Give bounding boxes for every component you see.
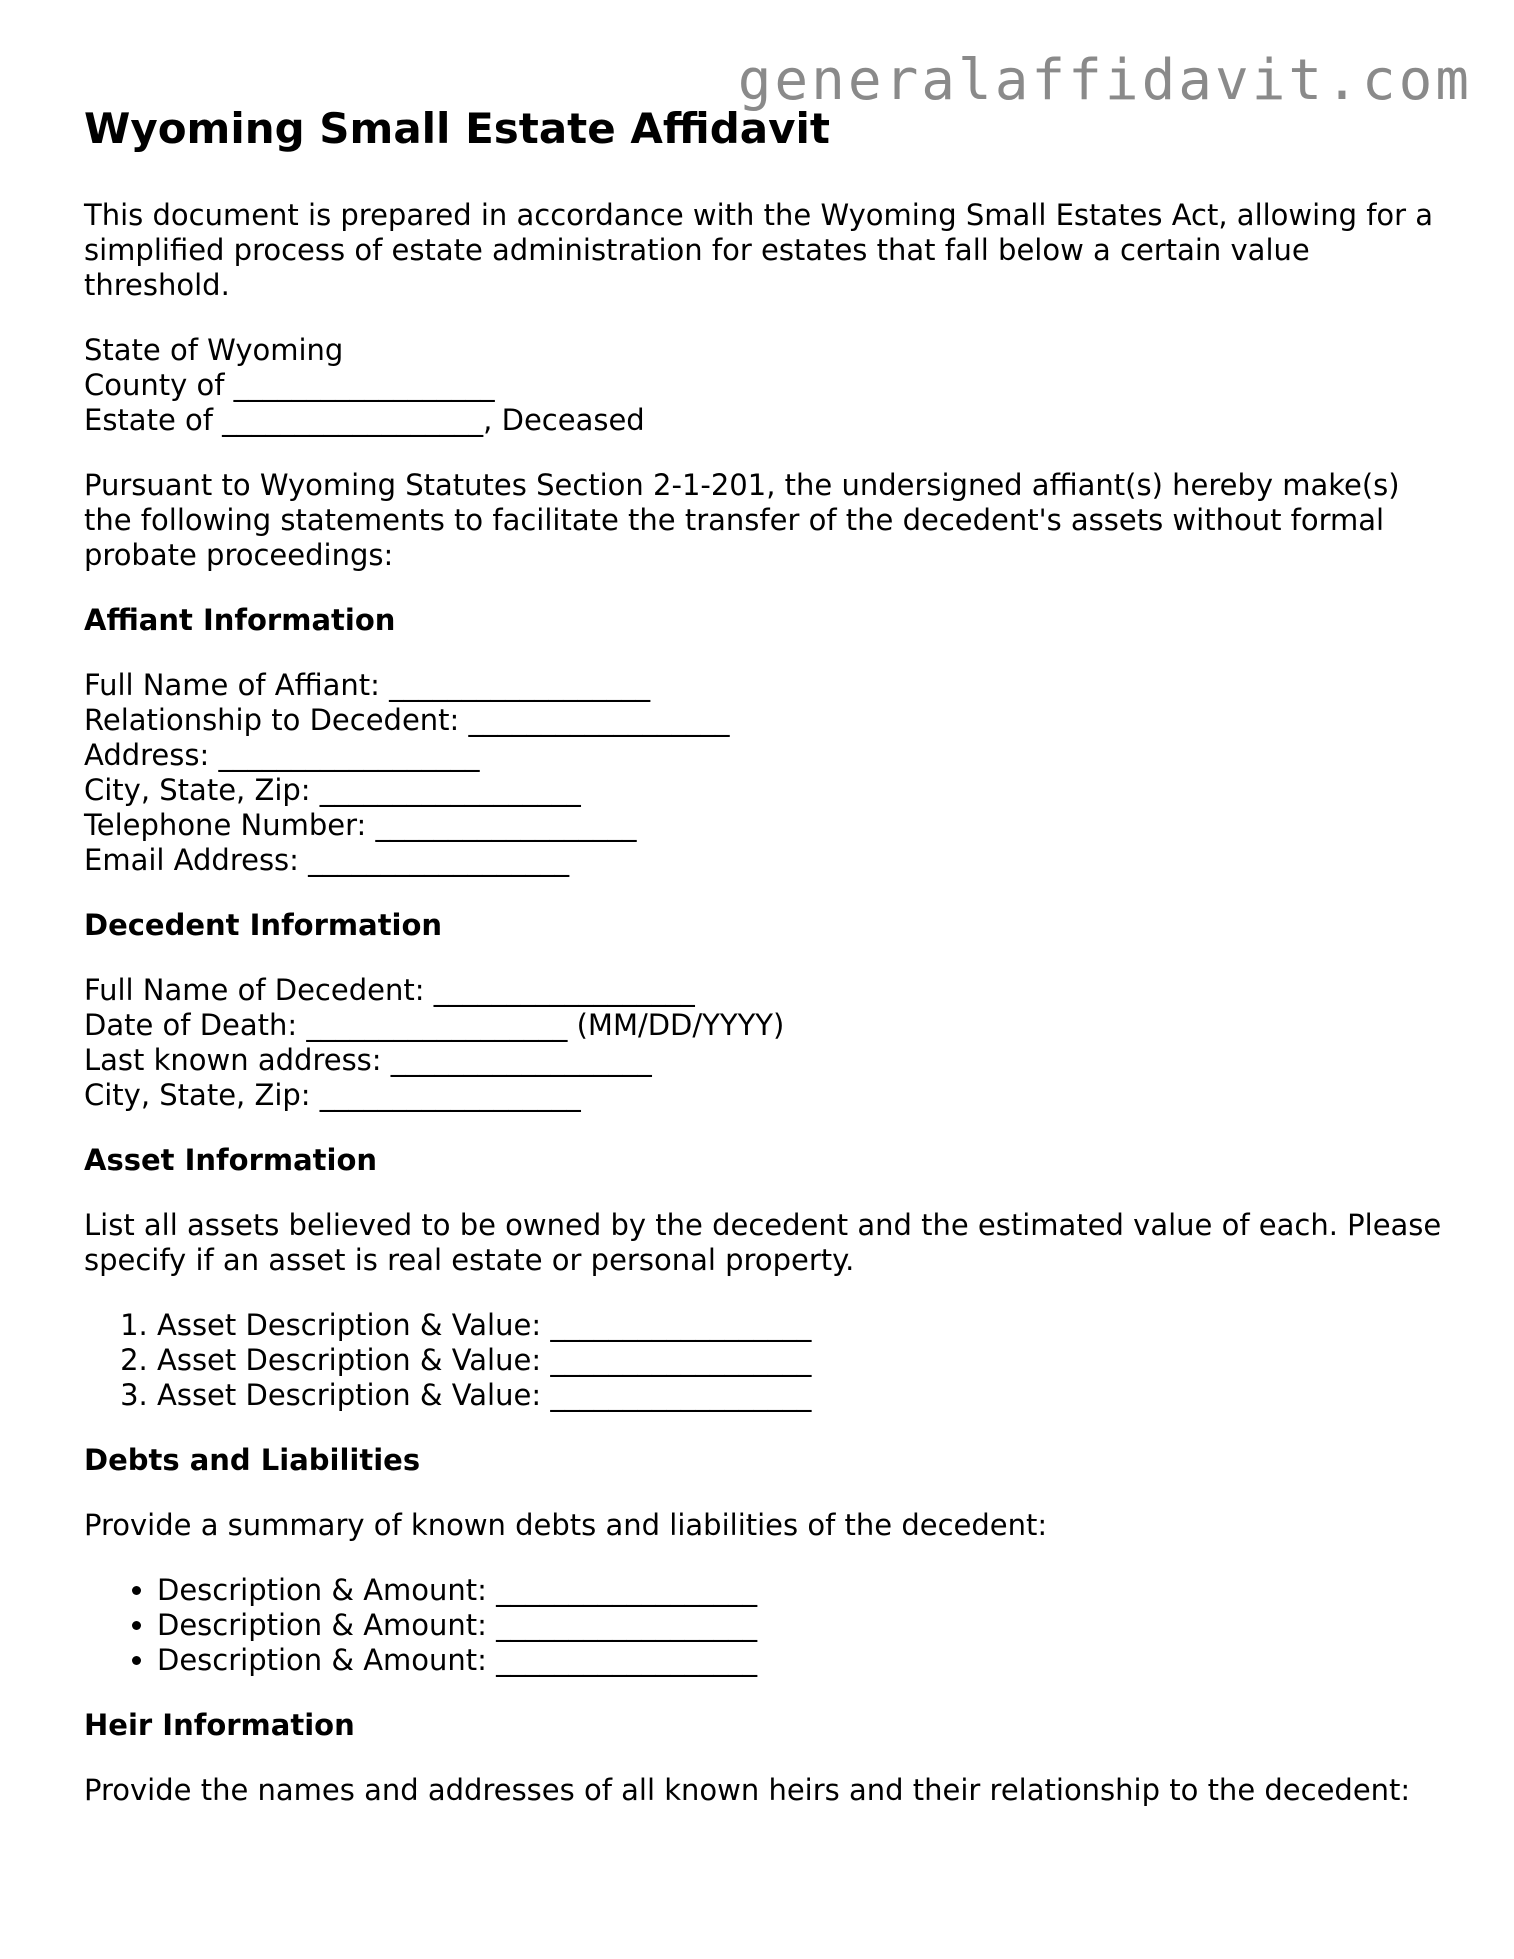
pursuant-paragraph: Pursuant to Wyoming Statutes Section 2-1-201, the undersigned affiant(s) hereby make(s) the following statements to facilitate the transfer of the decedent's assets without formal probate proceedings:	[84, 468, 1400, 572]
affiant-email-field: Email Address: __________________	[84, 843, 570, 877]
debt-item: • Description & Amount: __________________	[157, 1573, 1444, 1608]
decedent-city-field: City, State, Zip: __________________	[84, 1078, 581, 1112]
decedent-address-field: Last known address: __________________	[84, 1043, 652, 1077]
affiant-name-field: Full Name of Affiant: __________________	[84, 668, 651, 702]
county-line: County of __________________	[84, 368, 495, 402]
debts-heading: Debts and Liabilities	[84, 1443, 421, 1477]
decedent-name-field: Full Name of Decedent: __________________	[84, 973, 695, 1007]
debts-intro: Provide a summary of known debts and liabilities of the decedent:	[84, 1508, 1048, 1542]
assets-intro: List all assets believed to be owned by the decedent and the estimated value of each. Please specify if an asset is real estate or personal property.	[84, 1208, 1442, 1277]
asset-item: 1. Asset Description & Value: __________________	[157, 1308, 1444, 1343]
affiant-relationship-field: Relationship to Decedent: __________________	[84, 703, 730, 737]
document-content	[84, 104, 1444, 1838]
assets-heading: Asset Information	[84, 1143, 378, 1177]
affiant-city-field: City, State, Zip: __________________	[84, 773, 581, 807]
asset-item: 2. Asset Description & Value: __________________	[157, 1343, 1444, 1378]
affiant-phone-field: Telephone Number: __________________	[84, 808, 637, 842]
heirs-intro: Provide the names and addresses of all known heirs and their relationship to the decedent:	[84, 1773, 1411, 1807]
affiant-address-field: Address: __________________	[84, 738, 480, 772]
debt-item: • Description & Amount: __________________	[157, 1643, 1444, 1678]
estate-line: Estate of __________________, Deceased	[84, 403, 645, 437]
debt-item: • Description & Amount: __________________	[157, 1608, 1444, 1643]
document-title: Wyoming Small Estate Affidavit	[84, 104, 830, 153]
affiant-fields	[84, 668, 1444, 878]
jurisdiction-block	[84, 333, 1444, 438]
intro-paragraph: This document is prepared in accordance with the Wyoming Small Estates Act, allowing for a simplified process of estate administration for estates that fall below a certain value threshold.	[84, 198, 1434, 302]
watermark: generalaffidavit.com	[737, 48, 1472, 113]
assets-list	[84, 1308, 1444, 1413]
debts-list	[84, 1573, 1444, 1678]
affiant-heading: Affiant Information	[84, 603, 396, 637]
decedent-heading: Decedent Information	[84, 908, 443, 942]
heirs-heading: Heir Information	[84, 1708, 355, 1742]
asset-item: 3. Asset Description & Value: __________________	[157, 1378, 1444, 1413]
decedent-fields	[84, 973, 1444, 1113]
state-line: State of Wyoming	[84, 333, 344, 367]
decedent-death-date-field: Date of Death: __________________ (MM/DD/YYYY)	[84, 1008, 785, 1042]
